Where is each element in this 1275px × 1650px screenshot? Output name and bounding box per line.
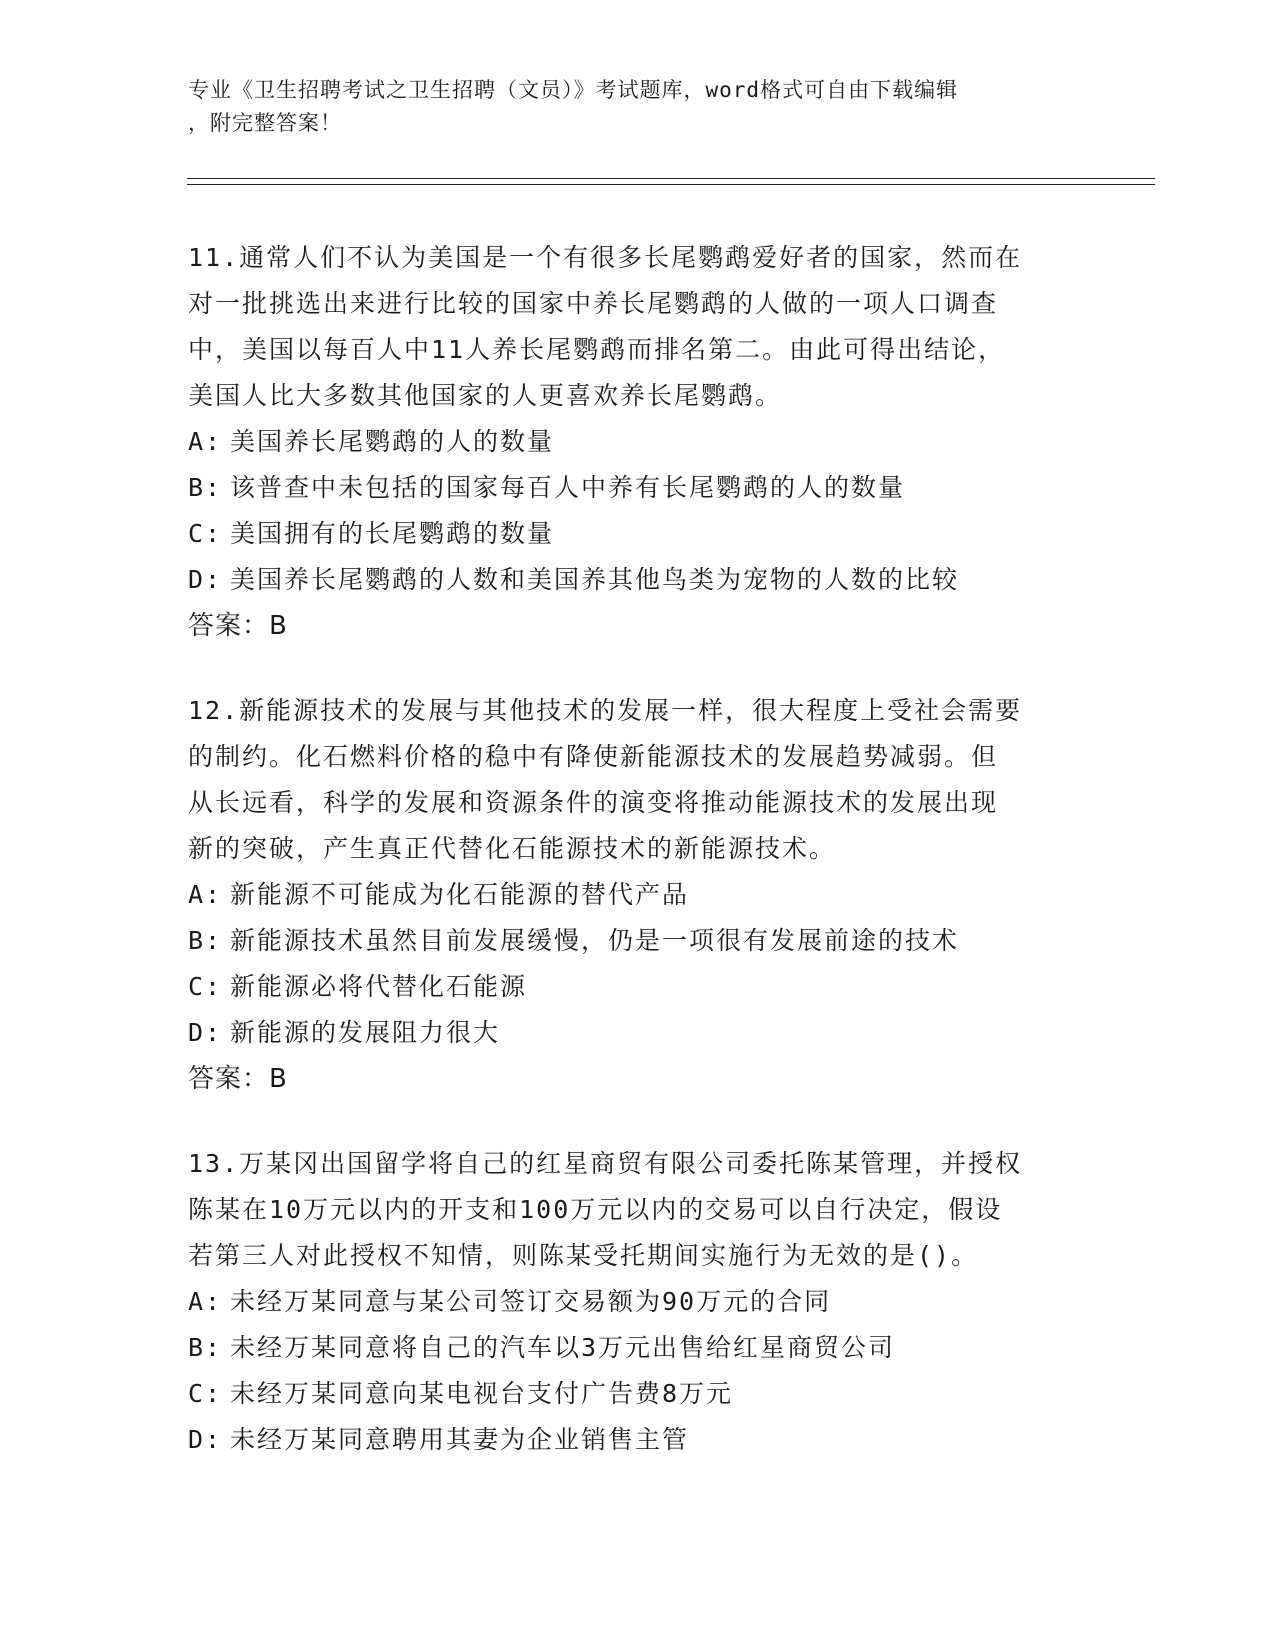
option-letter: D: [188, 1018, 223, 1047]
option-text: 该普查中未包括的国家每百人中养有长尾鹦鹉的人的数量 [230, 473, 906, 502]
option-text: 美国养长尾鹦鹉的人的数量 [230, 427, 555, 456]
option-a [188, 1279, 1088, 1325]
option-b [188, 918, 1088, 964]
option-letter: A: [188, 427, 223, 456]
question-text-line: 陈某在10万元以内的开支和100万元以内的交易可以自行决定，假设 [188, 1195, 1003, 1224]
question-text-line: 11.通常人们不认为美国是一个有很多长尾鹦鹉爱好者的国家，然而在 [188, 243, 1023, 272]
option-letter: B: [188, 926, 223, 955]
option-letter: C: [188, 1379, 223, 1408]
option-text: 新能源技术虽然目前发展缓慢，仍是一项很有发展前途的技术 [230, 926, 960, 955]
option-text: 未经万某同意向某电视台支付广告费8万元 [230, 1379, 734, 1408]
question-text-line: 13.万某冈出国留学将自己的红星商贸有限公司委托陈某管理，并授权 [188, 1149, 1023, 1178]
question-text-line: 的制约。化石燃料价格的稳中有降使新能源技术的发展趋势减弱。但 [188, 742, 999, 771]
option-text: 未经万某同意聘用其妻为企业销售主管 [230, 1425, 690, 1454]
answer-label: 答案：B [188, 611, 288, 641]
option-letter: B: [188, 473, 223, 502]
option-letter: C: [188, 519, 223, 548]
option-letter: B: [188, 1333, 223, 1362]
option-c [188, 511, 1088, 557]
option-letter: A: [188, 1287, 223, 1316]
question-text-line: 若第三人对此授权不知情，则陈某受托期间实施行为无效的是()。 [188, 1241, 979, 1270]
option-text: 美国养长尾鹦鹉的人数和美国养其他鸟类为宠物的人数的比较 [230, 565, 960, 594]
option-letter: D: [188, 565, 223, 594]
option-b [188, 465, 1088, 511]
option-letter: A: [188, 880, 223, 909]
option-text: 未经万某同意将自己的汽车以3万元出售给红星商贸公司 [230, 1333, 896, 1362]
option-c [188, 964, 1088, 1010]
header-divider-bottom [187, 184, 1155, 185]
header-divider-top [187, 178, 1155, 179]
option-d [188, 1010, 1088, 1056]
header-line-2: ，附完整答案！ [188, 111, 342, 135]
option-text: 未经万某同意与某公司签订交易额为90万元的合同 [230, 1287, 832, 1316]
question-text-line: 12.新能源技术的发展与其他技术的发展一样，很大程度上受社会需要 [188, 696, 1023, 725]
option-text: 美国拥有的长尾鹦鹉的数量 [230, 519, 555, 548]
option-b [188, 1325, 1088, 1371]
document-header [188, 74, 1088, 140]
header-line-1: 专业《卫生招聘考试之卫生招聘（文员）》考试题库，word格式可自由下载编辑 [188, 78, 959, 102]
question-11 [188, 235, 1088, 649]
question-text-line: 新的突破，产生真正代替化石能源技术的新能源技术。 [188, 834, 837, 863]
option-a [188, 872, 1088, 918]
question-text-line: 中，美国以每百人中11人养长尾鹦鹉而排名第二。由此可得出结论， [188, 335, 1006, 364]
answer-label: 答案：B [188, 1064, 288, 1094]
question-13 [188, 1141, 1088, 1463]
option-text: 新能源的发展阻力很大 [230, 1018, 501, 1047]
option-text: 新能源不可能成为化石能源的替代产品 [230, 880, 690, 909]
option-d [188, 1417, 1088, 1463]
option-letter: C: [188, 972, 223, 1001]
question-text-line: 对一批挑选出来进行比较的国家中养长尾鹦鹉的人做的一项人口调查 [188, 289, 999, 318]
option-text: 新能源必将代替化石能源 [230, 972, 528, 1001]
question-12 [188, 688, 1088, 1102]
option-d [188, 557, 1088, 603]
option-letter: D: [188, 1425, 223, 1454]
question-text-line: 从长远看，科学的发展和资源条件的演变将推动能源技术的发展出现 [188, 788, 999, 817]
question-text-line: 美国人比大多数其他国家的人更喜欢养长尾鹦鹉。 [188, 381, 783, 410]
option-a [188, 419, 1088, 465]
option-c [188, 1371, 1088, 1417]
